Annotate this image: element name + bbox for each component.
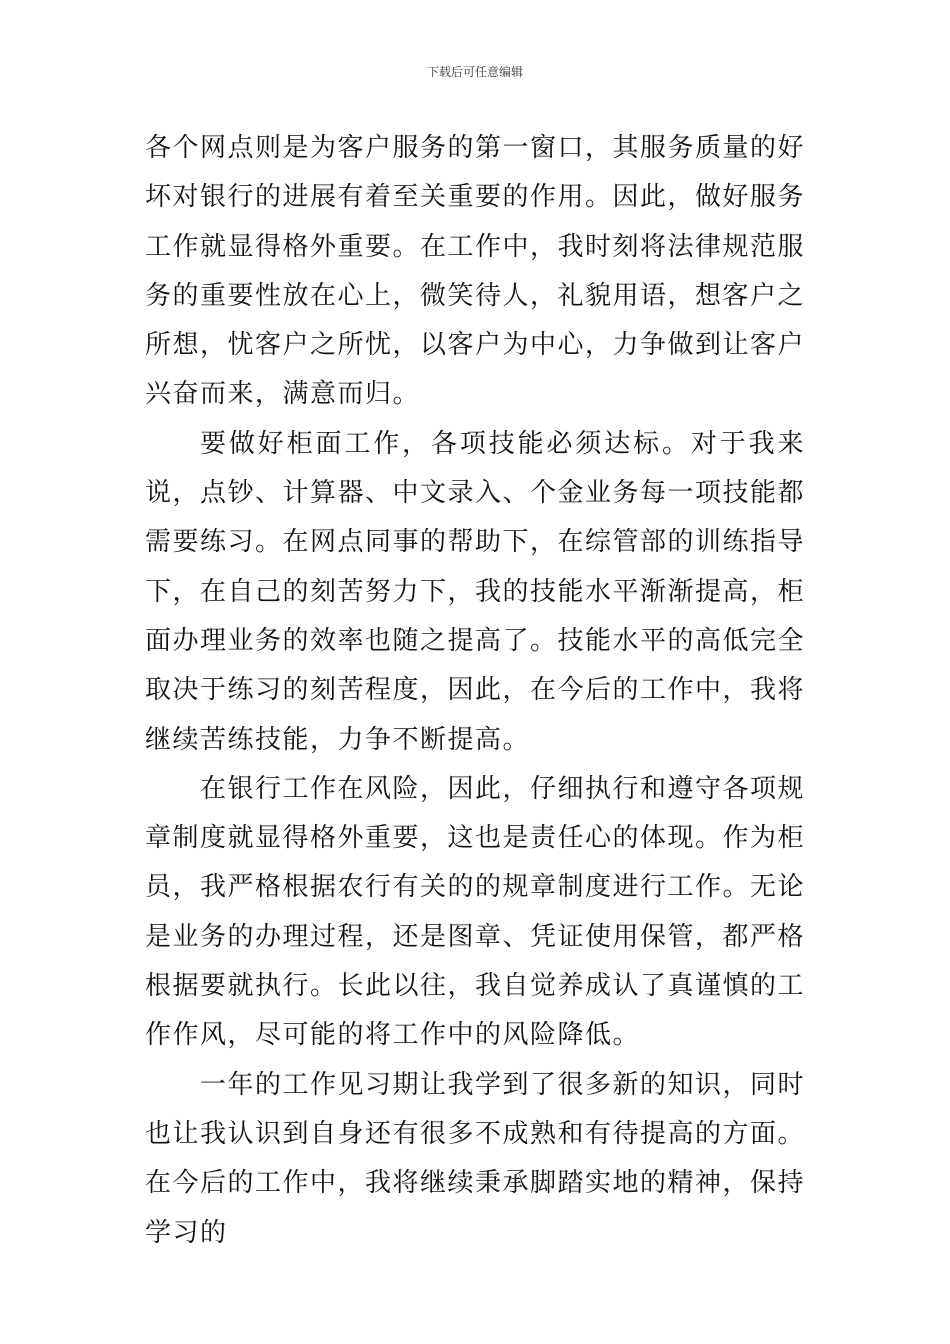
paragraph-2: 要做好柜面工作，各项技能必须达标。对于我来说，点钞、计算器、中文录入、个金业务每一项技能都需要练习。在网点同事的帮助下，在综管部的训练指导下，在自己的刻苦努力下，我的技能水平渐渐提高，柜面办理业务的效率也随之提高了。技能水平的高低完全取决于练习的刻苦程度，因此，在今后的工作中，我将继续苦练技能，力争不断提高。 bbox=[145, 428, 806, 755]
paragraph-4: 一年的工作见习期让我学到了很多新的知识，同时也让我认识到自身还有很多不成熟和有待提高的方面。在今后的工作中，我将继续秉承脚踏实地的精神，保持学习的 bbox=[145, 1069, 806, 1248]
document-body bbox=[145, 124, 805, 1258]
page-header: 下载后可任意编辑 bbox=[426, 65, 523, 79]
paragraph-1: 各个网点则是为客户服务的第一窗口，其服务质量的好坏对银行的进展有着至关重要的作用。因此，做好服务工作就显得格外重要。在工作中，我时刻将法律规范服务的重要性放在心上，微笑待人，礼貌用语，想客户之所想，忧客户之所忧，以客户为中心，力争做到让客户兴奋而来，满意而归。 bbox=[145, 133, 806, 410]
paragraph-3: 在银行工作在风险，因此，仔细执行和遵守各项规章制度就显得格外重要，这也是责任心的体现。作为柜员，我严格根据农行有关的的规章制度进行工作。无论是业务的办理过程，还是图章、凭证使用保管，都严格根据要就执行。长此以往，我自觉养成认了真谨慎的工作作风，尽可能的将工作中的风险降低。 bbox=[145, 773, 806, 1051]
